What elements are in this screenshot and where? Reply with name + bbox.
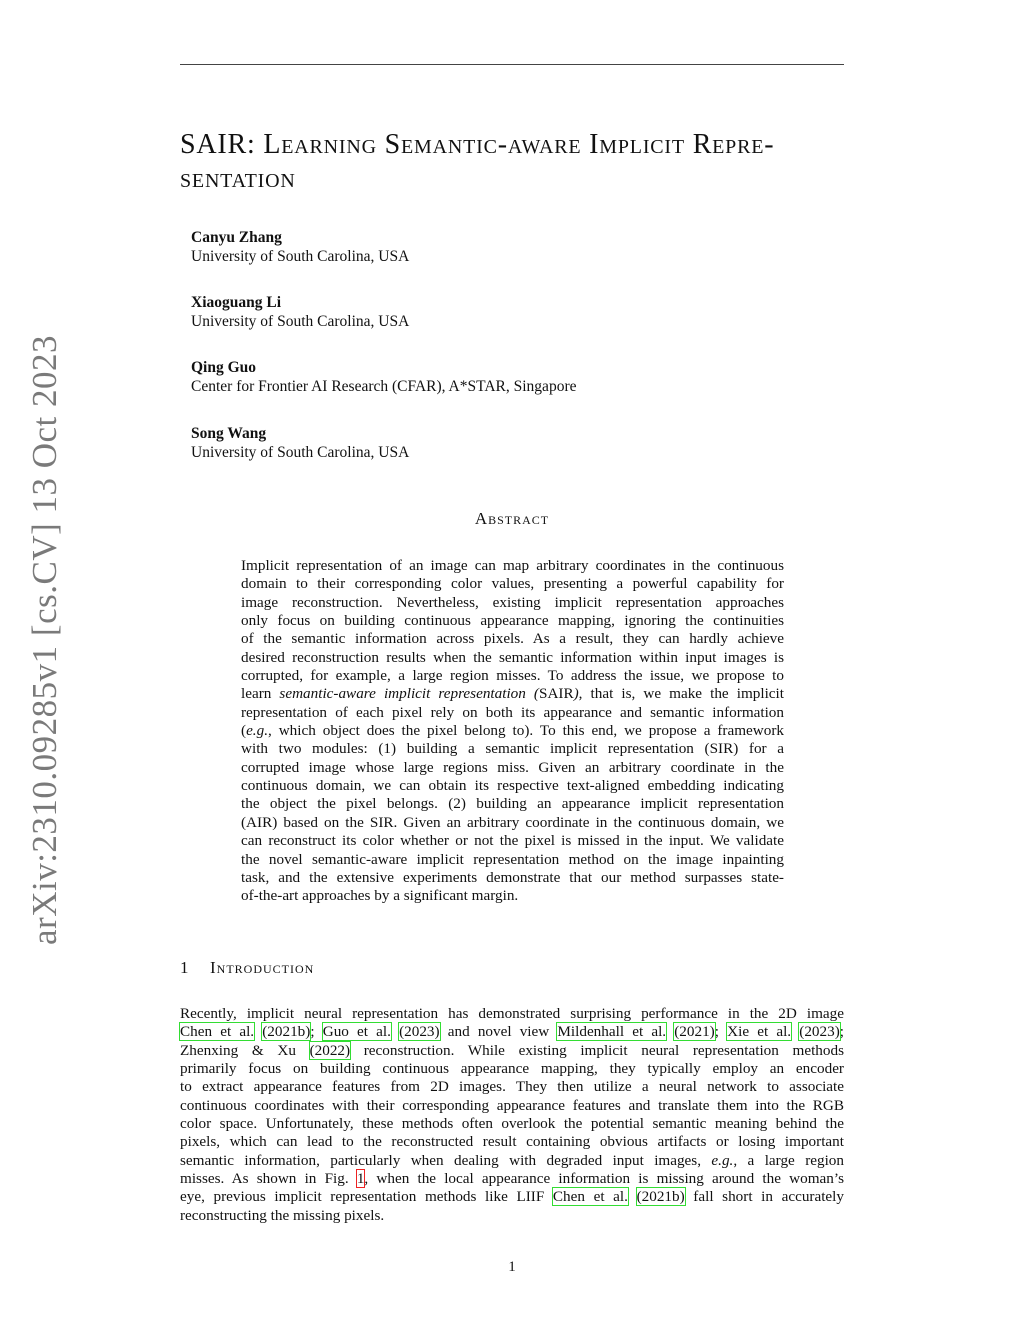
citation-link[interactable]: (2021) [674, 1023, 715, 1041]
citation-link[interactable]: Chen et al. [552, 1188, 628, 1206]
author-name: Song Wang [191, 425, 267, 442]
abstract-line: of-the-art approaches by a significant margin. [241, 887, 519, 905]
intro-line[interactable]: eye, previous implicit representation methods like LIIF Chen et al. (2021b) fall short in accurately [180, 1188, 844, 1206]
abstract-body [241, 557, 784, 906]
citation-link[interactable]: Mildenhall et al. [557, 1023, 667, 1041]
author-name: Xiaoguang Li [191, 294, 282, 311]
abstract-line: (AIR) based on the SIR. Given an arbitrary coordinate in the continuous domain, we [241, 813, 784, 831]
introduction-body [180, 1005, 844, 1225]
abstract-line: desired reconstruction results when the semantic information within input images is [241, 648, 784, 666]
intro-line: continuous coordinates with their corresponding appearance features and translate them into the RGB [180, 1096, 844, 1114]
emphasis-text: e.g. [246, 722, 268, 740]
intro-line: reconstructing the missing pixels. [180, 1206, 385, 1224]
abstract-line: corrupted, for example, a large region misses. To address the issue, we propose to [241, 667, 784, 685]
emphasis-text: semantic-aware implicit representation ( [279, 685, 539, 703]
abstract-line: image reconstruction. Nevertheless, existing implicit representation approaches [241, 593, 784, 611]
section-number: 1 [180, 958, 189, 977]
author-name: Qing Guo [191, 359, 257, 376]
arxiv-identifier: arXiv:2310.09285v1 [cs.CV] 13 Oct 2023 [25, 334, 64, 945]
author-affiliation: University of South Carolina, USA [191, 444, 410, 461]
abstract-line: only focus on building continuous appearance mapping, ignoring the continuities [241, 612, 784, 630]
citation-link[interactable]: (2021b) [262, 1023, 311, 1041]
abstract-heading: Abstract [474, 509, 550, 528]
abstract-line: of the semantic information across pixels. As a result, they can hardly achieve [241, 630, 784, 648]
intro-line: pixels, which can lead to the reconstructed result containing obvious artifacts or losing important [180, 1133, 844, 1151]
citation-link[interactable]: Chen et al. [180, 1023, 255, 1041]
title-line-2: sentation [180, 163, 296, 194]
author-affiliation: University of South Carolina, USA [191, 313, 410, 330]
author-block [191, 358, 576, 396]
citation-link[interactable]: Xie et al. [727, 1023, 792, 1041]
abstract-line: can reconstruct its color whether or not the pixel is missed in the input. We validate [241, 832, 784, 850]
abstract-line: the object the pixel belongs. (2) building an appearance implicit representation [241, 795, 784, 813]
citation-link[interactable]: (2023) [799, 1023, 840, 1041]
intro-line: to extract appearance features from 2D images. They then utilize a neural network to associate [180, 1078, 844, 1096]
author-block [191, 228, 409, 266]
emphasis-text: ) [573, 685, 579, 703]
intro-line[interactable]: Zhenxing & Xu (2022) reconstruction. While existing implicit neural representation methods [180, 1041, 844, 1059]
abstract-line: task, and the extensive experiments demonstrate that our method surpasses state- [241, 868, 784, 886]
citation-link[interactable]: Guo et al. [322, 1023, 391, 1041]
citation-link[interactable]: (2023) [399, 1023, 440, 1041]
intro-line: Recently, implicit neural representation has demonstrated surprising performance in the 2D image [180, 1005, 844, 1022]
author-affiliation: Center for Frontier AI Research (CFAR), A*STAR, Singapore [191, 378, 577, 395]
abstract-line: the novel semantic-aware implicit representation method on the image inpainting [241, 850, 784, 868]
abstract-line: (e.g., which object does the pixel belong to). To this end, we propose a framework [241, 722, 784, 740]
author-name: Canyu Zhang [191, 229, 282, 246]
section-heading-introduction [180, 958, 314, 978]
author-block [191, 424, 409, 462]
intro-line: color space. Unfortunately, these methods often overlook the potential semantic meaning behind the [180, 1115, 844, 1133]
abstract-line: Implicit representation of an image can map arbitrary coordinates in the continuous [241, 557, 784, 574]
intro-line[interactable]: misses. As shown in Fig. 1, when the local appearance information is missing around the woman’s [180, 1170, 844, 1188]
abstract-line: learn semantic-aware implicit representation (SAIR), that is, we make the implicit [241, 685, 784, 703]
emphasis-text: e.g. [711, 1151, 734, 1169]
abstract-line: continuous domain, we can obtain its respective text-aligned embedding indicating [241, 777, 784, 795]
abstract-line: representation of each pixel rely on both its appearance and semantic information [241, 703, 784, 721]
abstract-line: domain to their corresponding color values, presenting a powerful capability for [241, 575, 784, 593]
abstract-line: corrupted image whose large regions miss. Given an arbitrary coordinate in the [241, 758, 784, 776]
author-block [191, 293, 409, 331]
citation-link[interactable]: (2022) [309, 1041, 351, 1059]
abstract-line: with two modules: (1) building a semantic implicit representation (SIR) for a [241, 740, 784, 758]
intro-line: primarily focus on building continuous appearance mapping, they typically employ an encoder [180, 1060, 844, 1078]
intro-line[interactable]: Chen et al. (2021b); Guo et al. (2023) and novel view Mildenhall et al. (2021); Xie et al. (2023); [180, 1023, 844, 1041]
intro-line: semantic information, particularly when dealing with degraded input images, e.g., a large region [180, 1151, 844, 1169]
paper-title [180, 128, 860, 196]
page-number: 1 [508, 1259, 516, 1275]
title-line-1: SAIR: Learning Semantic-aware Implicit Repre- [180, 129, 775, 160]
top-rule [180, 64, 844, 65]
citation-link[interactable]: (2021b) [636, 1188, 685, 1206]
figure-reference-link[interactable]: 1 [356, 1170, 365, 1188]
section-title: Introduction [210, 958, 315, 977]
author-affiliation: University of South Carolina, USA [191, 248, 410, 265]
